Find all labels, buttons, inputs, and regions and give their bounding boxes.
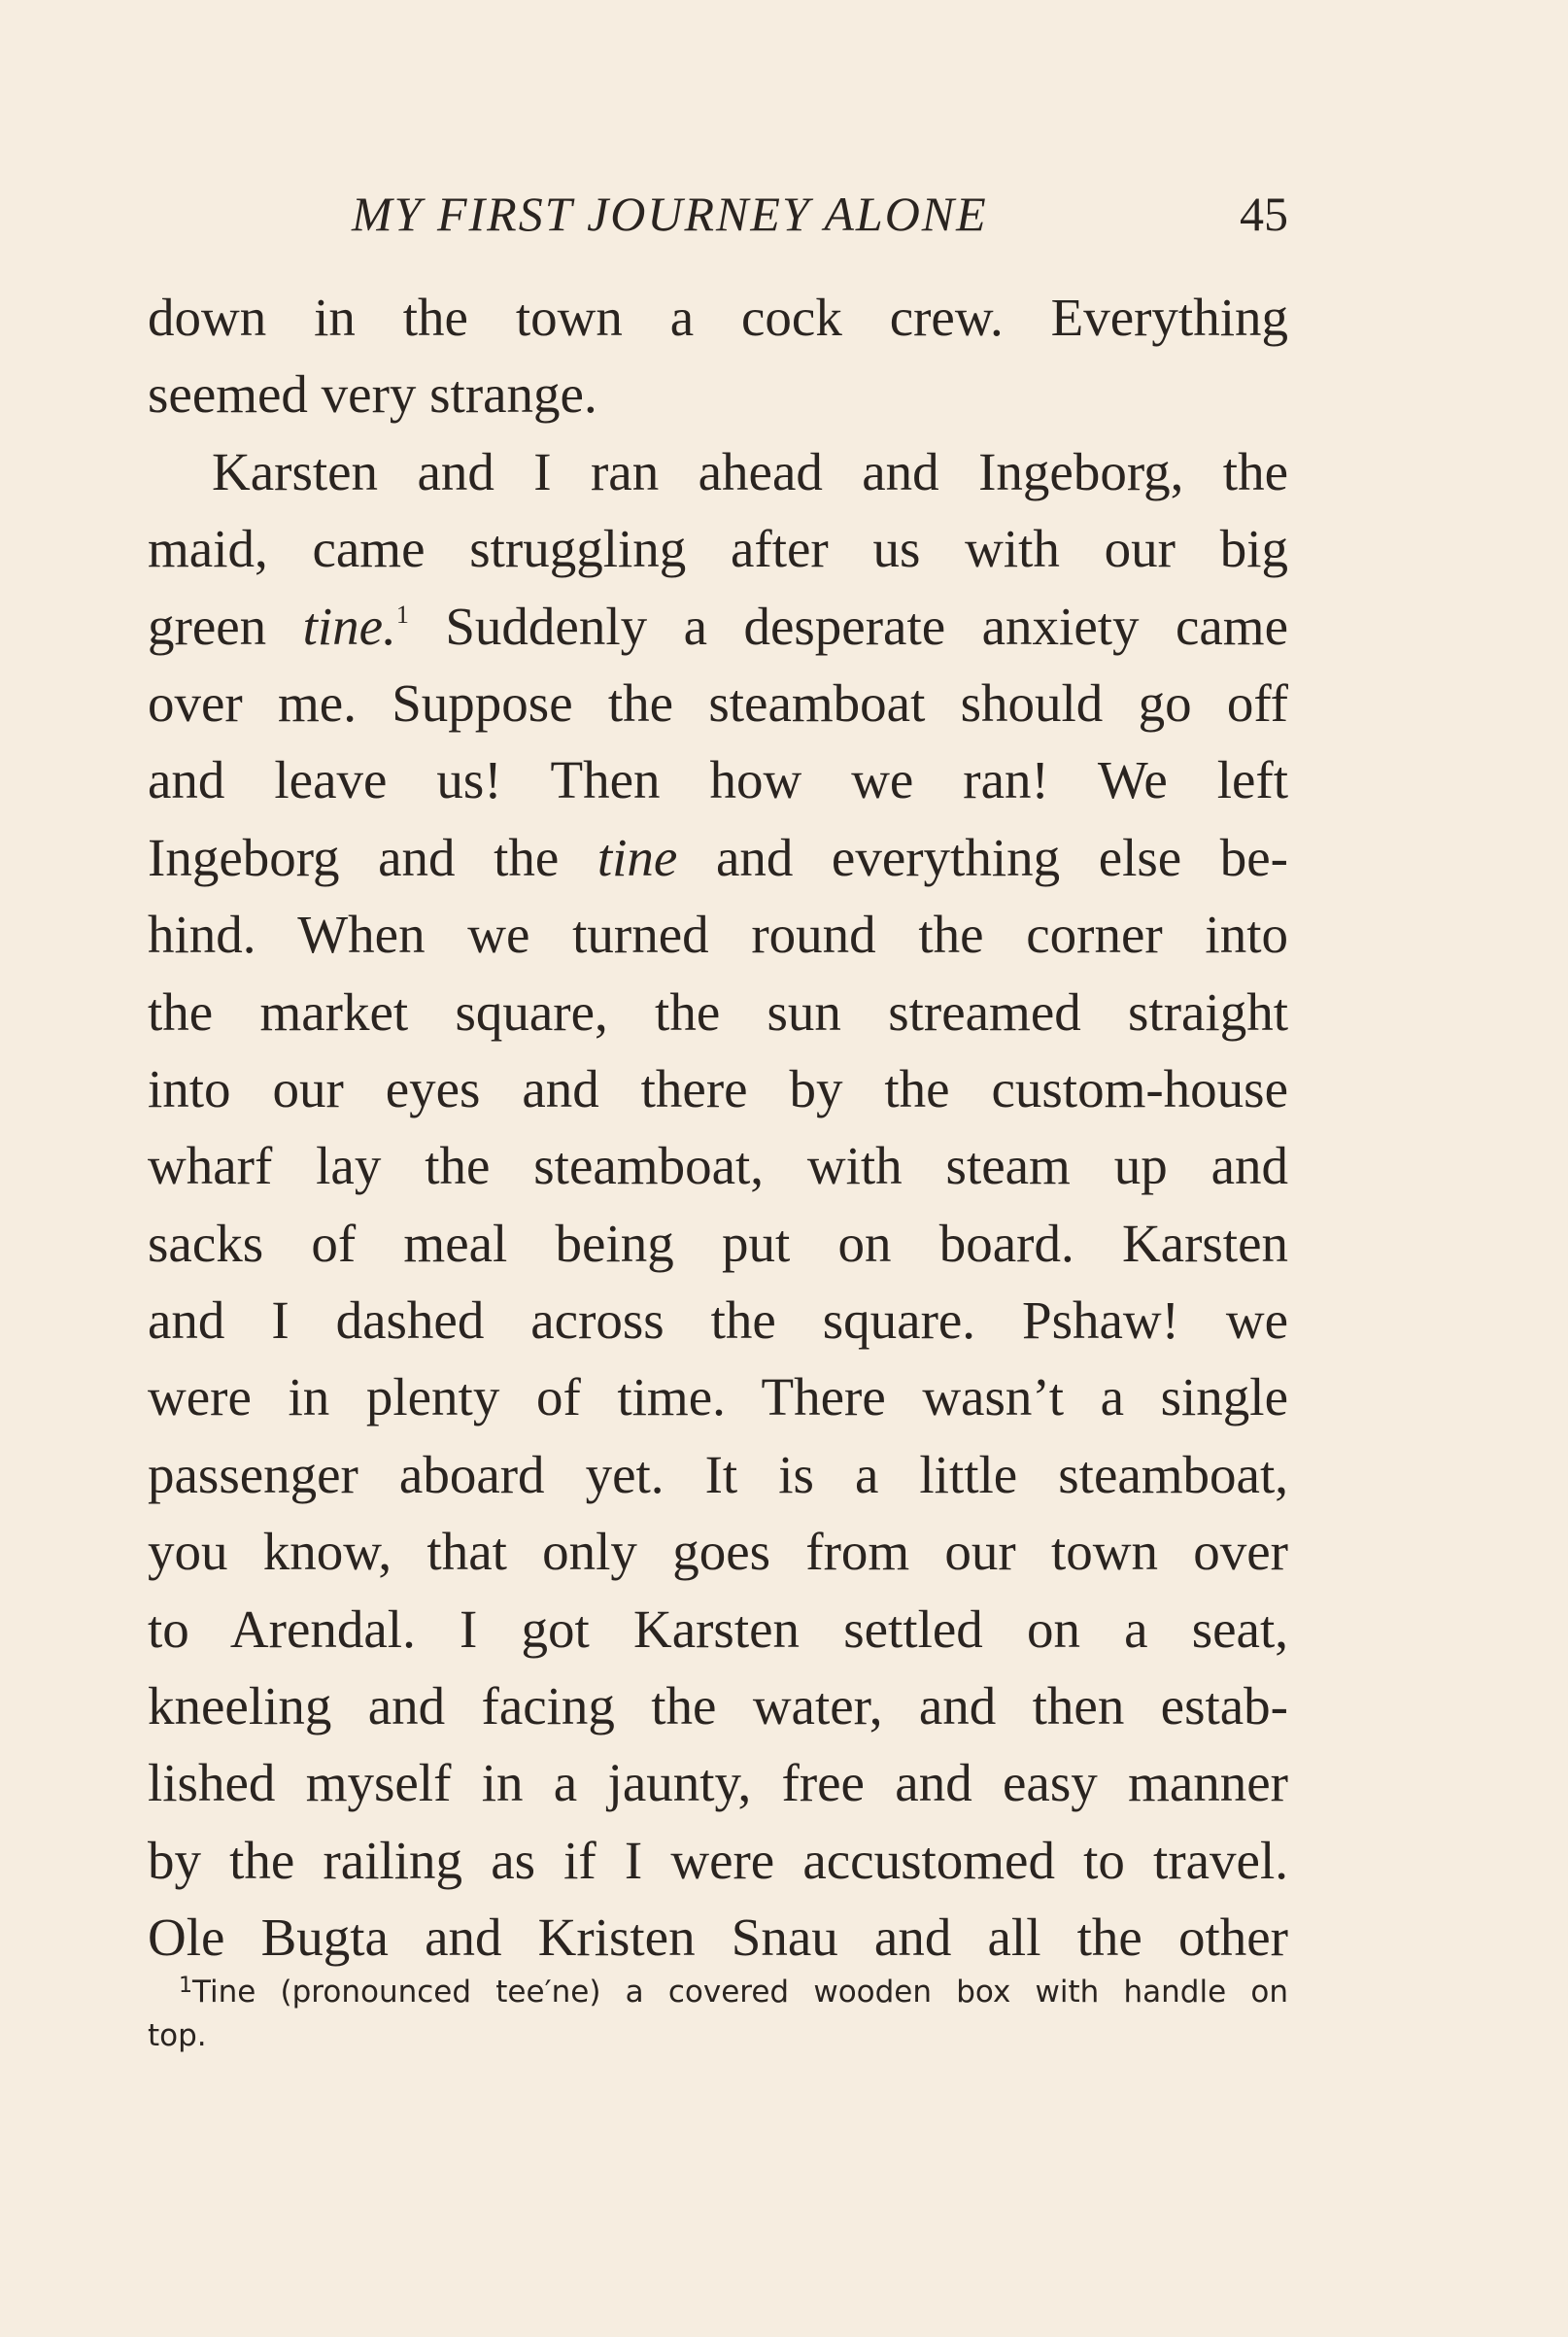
text-line: the market square, the sun streamed straight	[148, 981, 1288, 1042]
footnote-line: top.	[148, 2018, 207, 2053]
footnote	[148, 1971, 1288, 2058]
text-line: by the railing as if I were accustomed to travel.	[148, 1830, 1288, 1890]
italic-word: tine.	[302, 596, 396, 656]
text-line: and I dashed across the square. Pshaw! we	[148, 1290, 1288, 1351]
footnote-line: $^1$Tine (pronounced tee′ne) a covered wooden box with handle on	[179, 1974, 1288, 2010]
footnote-reference[interactable]: 1	[395, 600, 409, 629]
text-line: Ole Bugta and Kristen Snau and all the other	[148, 1907, 1288, 1968]
page-header	[148, 185, 1288, 243]
text-line: Karsten and I ran ahead and Ingeborg, the	[212, 441, 1288, 501]
body-text	[148, 279, 1288, 1976]
text-line: wharf lay the steamboat, with steam up and	[148, 1136, 1288, 1196]
italic-word: tine	[597, 827, 678, 887]
text-line: sacks of meal being put on board. Karsten	[148, 1213, 1288, 1273]
text-line: you know, that only goes from our town over	[148, 1522, 1288, 1582]
text-line: to Arendal. I got Karsten settled on a seat,	[148, 1598, 1288, 1659]
text-line: into our eyes and there by the custom-house	[148, 1058, 1288, 1118]
text-line: passenger aboard yet. It is a little steamboat,	[148, 1444, 1288, 1504]
text-line: were in plenty of time. There wasn’t a single	[148, 1367, 1288, 1427]
page-number: 45	[1240, 187, 1288, 241]
text-line: kneeling and facing the water, and then estab-	[148, 1676, 1288, 1736]
text-line: Ingeborg and the tine and everything else be-	[148, 827, 1288, 887]
footnote-mark: 1	[179, 1974, 192, 1998]
text-line: and leave us! Then how we ran! We left	[148, 750, 1288, 810]
text-line: down in the town a cock crew. Everything	[148, 288, 1288, 347]
running-head: MY FIRST JOURNEY ALONE	[352, 187, 988, 241]
text-line: maid, came struggling after us with our big	[148, 519, 1288, 579]
text-line: seemed very strange.	[148, 364, 597, 425]
text-line: over me. Suppose the steamboat should go off	[148, 672, 1288, 733]
text-line: lished myself in a jaunty, free and easy manner	[148, 1753, 1288, 1813]
text-line: hind. When we turned round the corner into	[148, 905, 1288, 965]
text-line: green tine.$^1$ Suddenly a desperate anxiety came	[148, 596, 1288, 656]
